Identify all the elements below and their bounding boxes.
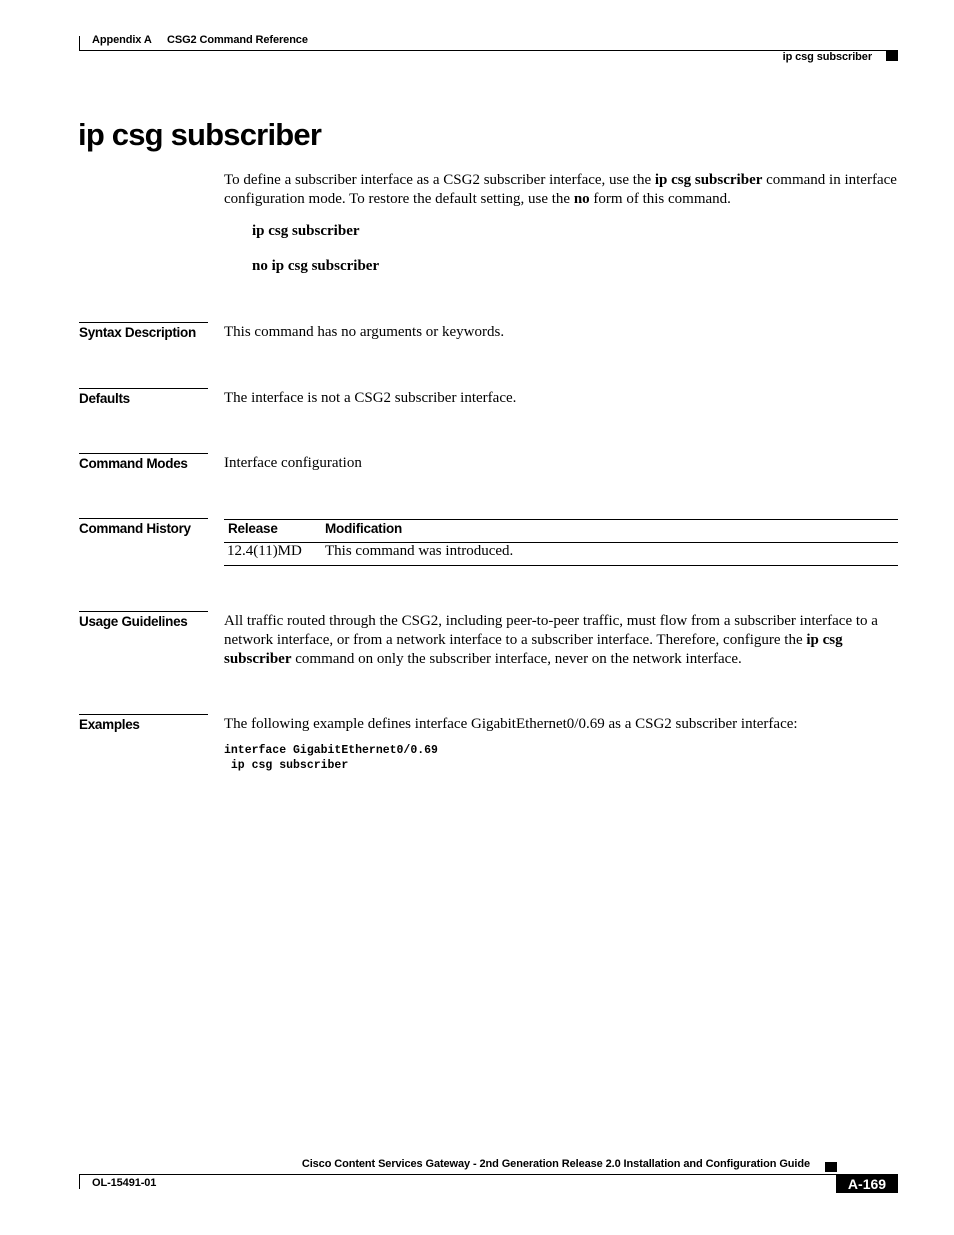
table-bottom-rule (224, 565, 898, 566)
table-row (224, 543, 898, 565)
usage-guidelines-paragraph (224, 612, 900, 669)
usage-text-2: command on only the subscriber interface, never on the network interface. (291, 651, 742, 667)
example-code-line-1: interface GigabitEthernet0/0.69 (224, 744, 438, 757)
intro-text-3: form of this command. (589, 191, 731, 207)
section-heading-command-modes: Command Modes (79, 453, 208, 471)
column-header-release: Release (228, 521, 278, 536)
syntax-line-2: no ip csg subscriber (252, 258, 380, 274)
header-appendix: Appendix A (92, 34, 152, 46)
section-heading-examples: Examples (79, 714, 208, 732)
column-header-modification: Modification (325, 521, 403, 536)
intro-text-1: To define a subscriber interface as a CSG2 subscriber interface, use the (224, 172, 655, 188)
section-heading-defaults: Defaults (79, 388, 208, 406)
intro-command-name: ip csg subscriber (654, 172, 763, 188)
footer-left-rule (79, 1175, 80, 1189)
example-code-line-2: ip csg subscriber (224, 759, 349, 772)
syntax-description-text: This command has no arguments or keywords. (224, 324, 505, 340)
intro-text-2: command in interface configuration mode. To restore the default setting, use the (224, 172, 897, 207)
page-number: A-169 (836, 1175, 898, 1193)
syntax-line-1: ip csg subscriber (252, 223, 360, 239)
header-rule (79, 50, 898, 51)
section-heading-command-history: Command History (79, 518, 208, 536)
command-history-table (224, 519, 898, 566)
footer-rule (79, 1174, 898, 1175)
usage-command-name: ip csg subscriber (224, 632, 843, 667)
defaults-text: The interface is not a CSG2 subscriber interface. (224, 390, 517, 406)
page-title: ip csg subscriber (78, 117, 322, 152)
footer-guide-title: Cisco Content Services Gateway - 2nd Generation Release 2.0 Installation and Configuration Guide (301, 1158, 810, 1170)
cell-modification: This command was introduced. (325, 543, 514, 559)
footer-doc-number: OL-15491-01 (92, 1177, 157, 1189)
section-heading-usage-guidelines: Usage Guidelines (79, 611, 208, 629)
table-header-row (224, 520, 898, 542)
intro-paragraph (224, 171, 900, 209)
header-chapter: CSG2 Command Reference (167, 34, 308, 46)
examples-text: The following example defines interface GigabitEthernet0/0.69 as a CSG2 subscriber interface: (224, 716, 798, 732)
section-heading-syntax-description: Syntax Description (79, 322, 208, 340)
header-running-title: ip csg subscriber (782, 51, 872, 63)
command-modes-text: Interface configuration (224, 455, 362, 471)
usage-text-1: All traffic routed through the CSG2, including peer-to-peer traffic, must flow from a subscriber interface to a network interface, or from a network interface to a subscriber interface. Therefore, configure the (224, 613, 878, 648)
footer-marker-block (825, 1162, 837, 1172)
header-marker-block (886, 51, 898, 61)
intro-no-keyword: no (573, 191, 590, 207)
cell-release: 12.4(11)MD (227, 543, 302, 559)
header-left-rule (79, 36, 80, 50)
